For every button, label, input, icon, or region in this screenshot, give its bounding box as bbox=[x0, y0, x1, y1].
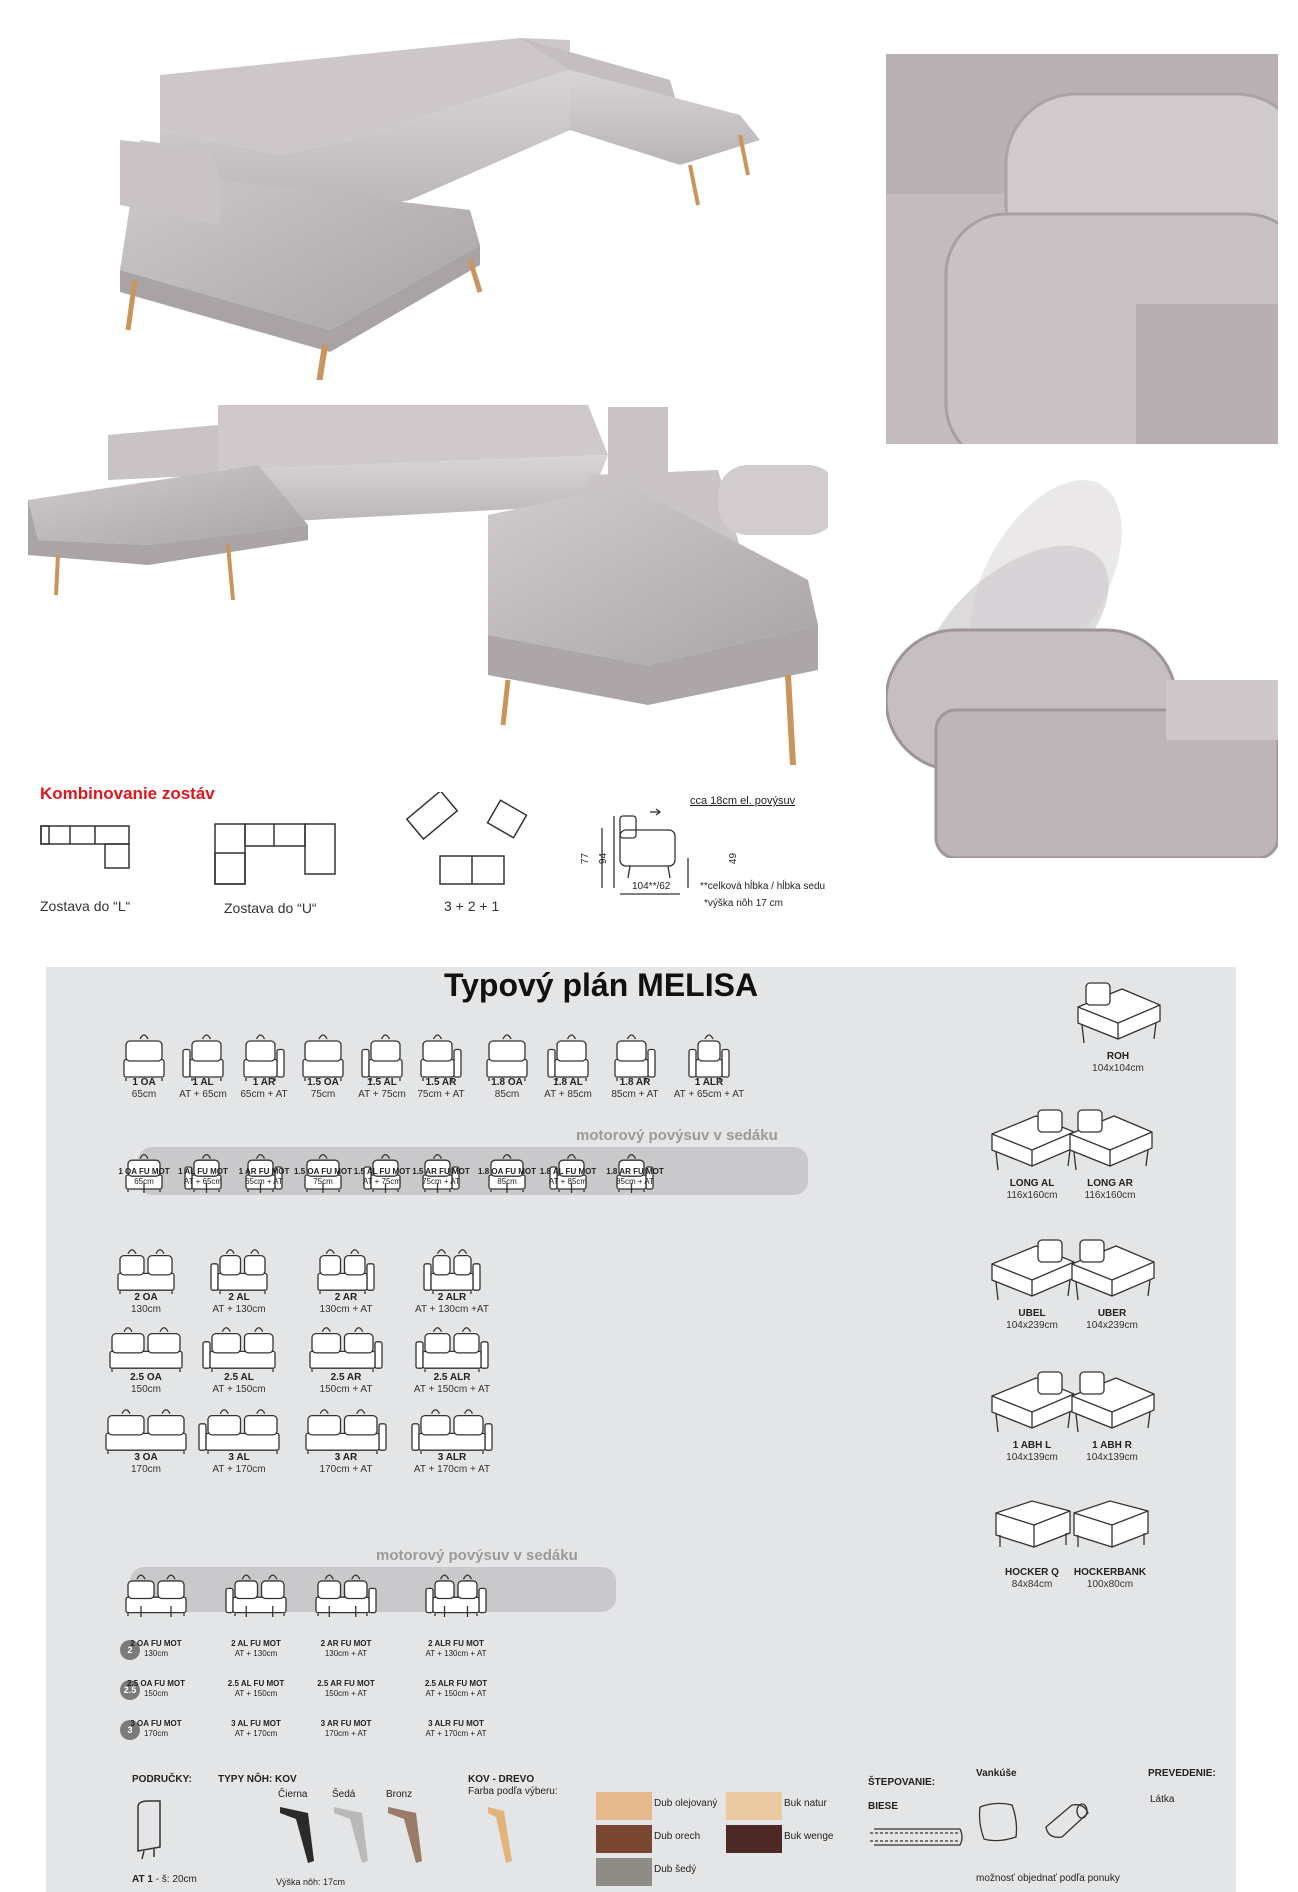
armrest-code: AT 1 bbox=[132, 1874, 153, 1885]
row2-1-8-oa-fu-mot-dim: 85cm bbox=[497, 1177, 517, 1186]
mot25-4-label bbox=[401, 1679, 511, 1699]
module-roh-dim: 104x104cm bbox=[1092, 1063, 1144, 1074]
swatch-dub-sedy-label: Dub šedý bbox=[654, 1864, 697, 1875]
leg-bronze-label: Bronz bbox=[386, 1789, 413, 1800]
mot2-1-code: 2 OA FU MOT bbox=[130, 1639, 182, 1648]
row3-2-oa-dim: 130cm bbox=[130, 1304, 161, 1315]
pillows-note: možnosť objednať podľa ponuky bbox=[976, 1873, 1120, 1884]
motor-heading-2: motorový povýsuv v sedáku bbox=[376, 1547, 578, 1564]
badge-3: 3 bbox=[120, 1720, 140, 1740]
row5-3-al-code: 3 AL bbox=[228, 1452, 250, 1463]
mot2-1-label bbox=[101, 1639, 211, 1659]
swatch-dub-sedy[interactable] bbox=[596, 1858, 652, 1886]
mot3-1-dim: 170cm bbox=[143, 1729, 168, 1738]
row3-2-alr-code: 2 ALR bbox=[437, 1292, 467, 1303]
row2-1-5-oa-fu-mot-dim: 75cm bbox=[313, 1177, 333, 1186]
row1-1-al-code: 1 AL bbox=[192, 1077, 214, 1088]
row4-2-5-ar-label bbox=[296, 1372, 396, 1396]
row2-1-ar-fu-mot-dim: 65cm + AT bbox=[245, 1177, 283, 1186]
dim-depth: 104**/62 bbox=[632, 881, 671, 892]
row2-1-5-al-fu-mot-dim: AT + 75cm bbox=[362, 1177, 402, 1186]
mot3-3-code: 3 AR FU MOT bbox=[320, 1719, 372, 1728]
motor-double-icon-4[interactable] bbox=[424, 1573, 488, 1622]
row1-1-alr-label bbox=[659, 1077, 759, 1101]
row1-1-8-oa-dim: 85cm bbox=[494, 1089, 520, 1100]
row3-2-al-label bbox=[189, 1292, 289, 1316]
set-combination-label: 3 + 2 + 1 bbox=[444, 898, 500, 914]
row2-1-8-ar-fu-mot-code: 1.8 AR FU MOT bbox=[606, 1167, 664, 1176]
dim-49: 49 bbox=[728, 852, 740, 865]
row5-3-ar-code: 3 AR bbox=[334, 1452, 358, 1463]
stitching-icon bbox=[864, 1825, 964, 1849]
leg-icons bbox=[278, 1805, 438, 1865]
row1-1-8-al-dim: AT + 85cm bbox=[544, 1089, 592, 1100]
row3-2-ar-dim: 130cm + AT bbox=[319, 1304, 373, 1315]
row2-1-8-al-fu-mot-dim: AT + 85cm bbox=[548, 1177, 588, 1186]
headrest-photo-2 bbox=[886, 460, 1278, 858]
mot2-1-dim: 130cm bbox=[143, 1649, 168, 1658]
dim-note-2: *výška nôh 17 cm bbox=[704, 898, 783, 909]
dim-note-top: cca 18cm el. povýsuv bbox=[690, 795, 796, 807]
module-ubel-code: UBEL bbox=[1018, 1308, 1046, 1319]
l-combination-icon bbox=[40, 825, 132, 869]
row5-3-alr-code: 3 ALR bbox=[437, 1452, 467, 1463]
mot25-3-label bbox=[291, 1679, 401, 1699]
mot25-1-code: 2.5 OA FU MOT bbox=[127, 1679, 185, 1688]
module-uber-label bbox=[1062, 1308, 1162, 1332]
leg-height: Výška nôh: 17cm bbox=[276, 1877, 346, 1887]
armrests-title: PODRUČKY: bbox=[132, 1774, 192, 1785]
mot2-2-code: 2 AL FU MOT bbox=[231, 1639, 281, 1648]
pillows-title: Vankúše bbox=[976, 1768, 1017, 1779]
armrest-label bbox=[132, 1874, 197, 1885]
row2-1-8-al-fu-mot-code: 1.8 AL FU MOT bbox=[539, 1167, 597, 1176]
module-1-abh-l-dim: 104x139cm bbox=[1006, 1452, 1058, 1463]
dim-94: 94 bbox=[598, 852, 610, 865]
mot2-4-dim: AT + 130cm + AT bbox=[425, 1649, 487, 1658]
row1-1-8-al-code: 1.8 AL bbox=[553, 1077, 583, 1088]
row5-3-alr-label bbox=[402, 1452, 502, 1476]
row1-1-oa-code: 1 OA bbox=[132, 1077, 156, 1088]
row4-2-5-ar-icon[interactable] bbox=[308, 1325, 384, 1378]
module-ubel-dim: 104x239cm bbox=[1006, 1320, 1058, 1331]
mot2-3-label bbox=[291, 1639, 401, 1659]
row1-1-8-oa-code: 1.8 OA bbox=[491, 1077, 523, 1088]
row5-3-oa-label bbox=[96, 1452, 196, 1476]
armrest-width: - š: 20cm bbox=[155, 1874, 197, 1885]
combo-title: Kombinovanie zostáv bbox=[40, 784, 215, 803]
module-1-abh-l-icon[interactable] bbox=[986, 1366, 1078, 1441]
finish-value: Látka bbox=[1150, 1794, 1175, 1805]
mot3-4-code: 3 ALR FU MOT bbox=[428, 1719, 484, 1728]
row3-2-ar-code: 2 AR bbox=[334, 1292, 358, 1303]
mot3-3-dim: 170cm + AT bbox=[324, 1729, 368, 1738]
swatch-dub-olejovany-label: Dub olejovaný bbox=[654, 1798, 718, 1809]
armrest-icon bbox=[134, 1799, 164, 1861]
row2-1-8-ar-fu-mot-dim: 85cm + AT bbox=[616, 1177, 654, 1186]
mot2-3-code: 2 AR FU MOT bbox=[320, 1639, 372, 1648]
row3-2-al-code: 2 AL bbox=[228, 1292, 250, 1303]
row1-1-5-al-code: 1.5 AL bbox=[367, 1077, 397, 1088]
swatch-dub-orech-label: Dub orech bbox=[654, 1831, 701, 1842]
sofa-photo-bottom bbox=[28, 395, 828, 775]
row3-2-alr-label bbox=[402, 1292, 502, 1316]
row4-2-5-alr-code: 2.5 ALR bbox=[433, 1372, 471, 1383]
module-hocker-q-code: HOCKER Q bbox=[1005, 1567, 1059, 1578]
set-combination-icon bbox=[400, 792, 536, 888]
wood-title: KOV - DREVO bbox=[468, 1774, 535, 1785]
mot3-4-dim: AT + 170cm + AT bbox=[425, 1729, 487, 1738]
row2-1-ar-fu-mot-code: 1 AR FU MOT bbox=[238, 1167, 290, 1176]
mot25-4-code: 2.5 ALR FU MOT bbox=[424, 1679, 488, 1688]
row4-2-5-al-code: 2.5 AL bbox=[224, 1372, 254, 1383]
wood-subtitle: Farba podľa výberu: bbox=[468, 1786, 558, 1797]
leg-grey-label: Šedá bbox=[332, 1789, 356, 1800]
stitching-title: ŠTEPOVANIE: bbox=[868, 1777, 936, 1788]
module-long-ar-label bbox=[1060, 1178, 1160, 1202]
row1-1-oa-dim: 65cm bbox=[131, 1089, 157, 1100]
module-long-al-dim: 116x160cm bbox=[1006, 1190, 1058, 1201]
row1-1-alr-code: 1 ALR bbox=[694, 1077, 724, 1088]
mot3-3-label bbox=[291, 1719, 401, 1739]
stitching-value: BIESE bbox=[868, 1801, 899, 1812]
row5-3-al-dim: AT + 170cm bbox=[212, 1464, 266, 1475]
row4-2-5-oa-dim: 150cm bbox=[130, 1384, 161, 1395]
mot3-2-dim: AT + 170cm bbox=[234, 1729, 278, 1738]
row5-3-alr-dim: AT + 170cm + AT bbox=[413, 1464, 491, 1475]
swatch-buk-natur[interactable] bbox=[726, 1792, 782, 1820]
module-long-ar-dim: 116x160cm bbox=[1084, 1190, 1136, 1201]
row2-1-al-fu-mot-code: 1 AL FU MOT bbox=[178, 1167, 228, 1176]
mot25-2-code: 2.5 AL FU MOT bbox=[227, 1679, 285, 1688]
mot25-3-dim: 150cm + AT bbox=[324, 1689, 368, 1698]
module-hockerbank-label bbox=[1060, 1567, 1160, 1591]
row1-1-5-ar-dim: 75cm + AT bbox=[417, 1089, 465, 1100]
row2-1-oa-fu-mot-dim: 65cm bbox=[134, 1177, 154, 1186]
mot3-2-code: 3 AL FU MOT bbox=[231, 1719, 281, 1728]
motor-double-icon-3[interactable] bbox=[314, 1573, 378, 1622]
module-long-al-code: LONG AL bbox=[1009, 1178, 1055, 1189]
row4-2-5-al-icon[interactable] bbox=[201, 1325, 277, 1378]
mot3-4-label bbox=[401, 1719, 511, 1739]
row3-2-oa-label bbox=[96, 1292, 196, 1316]
mot2-4-label bbox=[401, 1639, 511, 1659]
module-long-ar-icon[interactable] bbox=[1064, 1104, 1156, 1179]
l-combination-label: Zostava do “L“ bbox=[40, 898, 131, 914]
leg-black-label: Čierna bbox=[278, 1789, 308, 1800]
row3-2-al-dim: AT + 130cm bbox=[212, 1304, 266, 1315]
module-1-abh-r-dim: 104x139cm bbox=[1086, 1452, 1138, 1463]
row2-1-oa-fu-mot-code: 1 OA FU MOT bbox=[118, 1167, 170, 1176]
row4-2-5-oa-label bbox=[96, 1372, 196, 1396]
module-ubel-icon[interactable] bbox=[986, 1234, 1078, 1309]
row1-1-ar-dim: 65cm + AT bbox=[240, 1089, 288, 1100]
row1-1-ar-code: 1 AR bbox=[252, 1077, 276, 1088]
row1-1-al-dim: AT + 65cm bbox=[179, 1089, 227, 1100]
row4-2-5-alr-label bbox=[402, 1372, 502, 1396]
swatch-buk-natur-label: Buk natur bbox=[784, 1798, 827, 1809]
dim-note-1: **celková hĺbka / hĺbka sedu bbox=[700, 881, 826, 892]
mot2-3-dim: 130cm + AT bbox=[324, 1649, 368, 1658]
row1-1-8-ar-code: 1.8 AR bbox=[619, 1077, 651, 1088]
row1-1-5-ar-code: 1.5 AR bbox=[425, 1077, 457, 1088]
row1-1-5-al-dim: AT + 75cm bbox=[358, 1089, 406, 1100]
mot25-1-dim: 150cm bbox=[143, 1689, 168, 1698]
motor-double-icon-2[interactable] bbox=[224, 1573, 288, 1622]
mot25-2-dim: AT + 150cm bbox=[234, 1689, 278, 1698]
module-1-abh-r-code: 1 ABH R bbox=[1092, 1440, 1132, 1451]
u-combination-icon bbox=[214, 823, 336, 885]
row2-1-al-fu-mot-dim: AT + 65cm bbox=[183, 1177, 223, 1186]
module-long-ar-code: LONG AR bbox=[1087, 1178, 1133, 1189]
finish-title: PREVEDENIE: bbox=[1148, 1768, 1216, 1779]
mot2-4-code: 2 ALR FU MOT bbox=[428, 1639, 484, 1648]
motor-double-icon-1[interactable] bbox=[124, 1573, 188, 1622]
module-1-abh-l-code: 1 ABH L bbox=[1012, 1440, 1052, 1451]
row4-2-5-al-label bbox=[189, 1372, 289, 1396]
row4-2-5-oa-code: 2.5 OA bbox=[130, 1372, 162, 1383]
mot3-1-code: 3 OA FU MOT bbox=[130, 1719, 182, 1728]
badge-2: 2 bbox=[120, 1640, 140, 1660]
module-hockerbank-dim: 100x80cm bbox=[1086, 1579, 1134, 1590]
module-hockerbank-icon[interactable] bbox=[1064, 1493, 1156, 1568]
row5-3-oa-dim: 170cm bbox=[130, 1464, 161, 1475]
u-combination-label: Zostava do “U“ bbox=[224, 900, 317, 916]
swatch-buk-wenge-label: Buk wenge bbox=[784, 1831, 834, 1842]
row3-2-alr-dim: AT + 130cm +AT bbox=[415, 1304, 489, 1315]
module-hocker-q-dim: 84x84cm bbox=[1011, 1579, 1053, 1590]
module-roh-code: ROH bbox=[1106, 1051, 1130, 1062]
row4-2-5-al-dim: AT + 150cm bbox=[212, 1384, 266, 1395]
module-roh-icon[interactable] bbox=[1072, 977, 1164, 1052]
row2-1-8-oa-fu-mot-code: 1.8 OA FU MOT bbox=[478, 1167, 536, 1176]
motor-heading-1: motorový povýsuv v sedáku bbox=[576, 1127, 778, 1144]
row4-2-5-ar-dim: 150cm + AT bbox=[319, 1384, 373, 1395]
module-1-abh-r-label bbox=[1062, 1440, 1162, 1464]
swatch-dub-orech[interactable] bbox=[596, 1825, 652, 1853]
sofa-photo-top bbox=[100, 30, 780, 380]
mot25-1-label bbox=[101, 1679, 211, 1699]
mot3-1-label bbox=[101, 1719, 211, 1739]
row1-1-5-oa-dim: 75cm bbox=[310, 1089, 336, 1100]
dim-77: 77 bbox=[580, 852, 592, 865]
swatch-buk-wenge[interactable] bbox=[726, 1825, 782, 1853]
row1-1-8-ar-dim: 85cm + AT bbox=[611, 1089, 659, 1100]
swatch-dub-olejovany[interactable] bbox=[596, 1792, 652, 1820]
plan-title: Typový plán MELISA bbox=[443, 967, 759, 1003]
module-roh-label bbox=[1068, 1051, 1168, 1075]
row3-2-oa-code: 2 OA bbox=[134, 1292, 158, 1303]
mot2-2-dim: AT + 130cm bbox=[234, 1649, 278, 1658]
module-hockerbank-code: HOCKERBANK bbox=[1073, 1567, 1147, 1578]
module-1-abh-r-icon[interactable] bbox=[1066, 1366, 1158, 1441]
row4-2-5-ar-code: 2.5 AR bbox=[330, 1372, 362, 1383]
row5-3-al-label bbox=[189, 1452, 289, 1476]
row3-2-ar-label bbox=[296, 1292, 396, 1316]
headrest-photo-1 bbox=[886, 54, 1278, 444]
row5-3-ar-dim: 170cm + AT bbox=[319, 1464, 373, 1475]
module-uber-icon[interactable] bbox=[1066, 1234, 1158, 1309]
row4-2-5-alr-dim: AT + 150cm + AT bbox=[413, 1384, 491, 1395]
row2-1-5-ar-fu-mot-dim: 75cm + AT bbox=[422, 1177, 460, 1186]
row1-1-alr-dim: AT + 65cm + AT bbox=[673, 1089, 745, 1100]
row4-2-5-alr-icon[interactable] bbox=[414, 1325, 490, 1378]
module-uber-code: UBER bbox=[1097, 1308, 1127, 1319]
row2-1-5-ar-fu-mot-code: 1.5 AR FU MOT bbox=[412, 1167, 470, 1176]
badge-2-5: 2.5 bbox=[120, 1680, 140, 1700]
row1-1-5-oa-code: 1.5 OA bbox=[307, 1077, 339, 1088]
row2-1-8-ar-fu-mot-label bbox=[585, 1167, 685, 1187]
row2-1-5-al-fu-mot-code: 1.5 AL FU MOT bbox=[353, 1167, 411, 1176]
row2-1-5-oa-fu-mot-code: 1.5 OA FU MOT bbox=[294, 1167, 352, 1176]
row4-2-5-oa-icon[interactable] bbox=[108, 1325, 184, 1378]
row5-3-ar-label bbox=[296, 1452, 396, 1476]
pillow-icons bbox=[976, 1797, 1096, 1847]
mot25-3-code: 2.5 AR FU MOT bbox=[317, 1679, 375, 1688]
module-uber-dim: 104x239cm bbox=[1086, 1320, 1138, 1331]
legs-title: TYPY NÔH: KOV bbox=[218, 1774, 297, 1785]
row5-3-oa-code: 3 OA bbox=[134, 1452, 158, 1463]
wood-leg-icon bbox=[486, 1805, 516, 1865]
type-plan-panel bbox=[46, 967, 1236, 1892]
mot25-4-dim: AT + 150cm + AT bbox=[425, 1689, 487, 1698]
